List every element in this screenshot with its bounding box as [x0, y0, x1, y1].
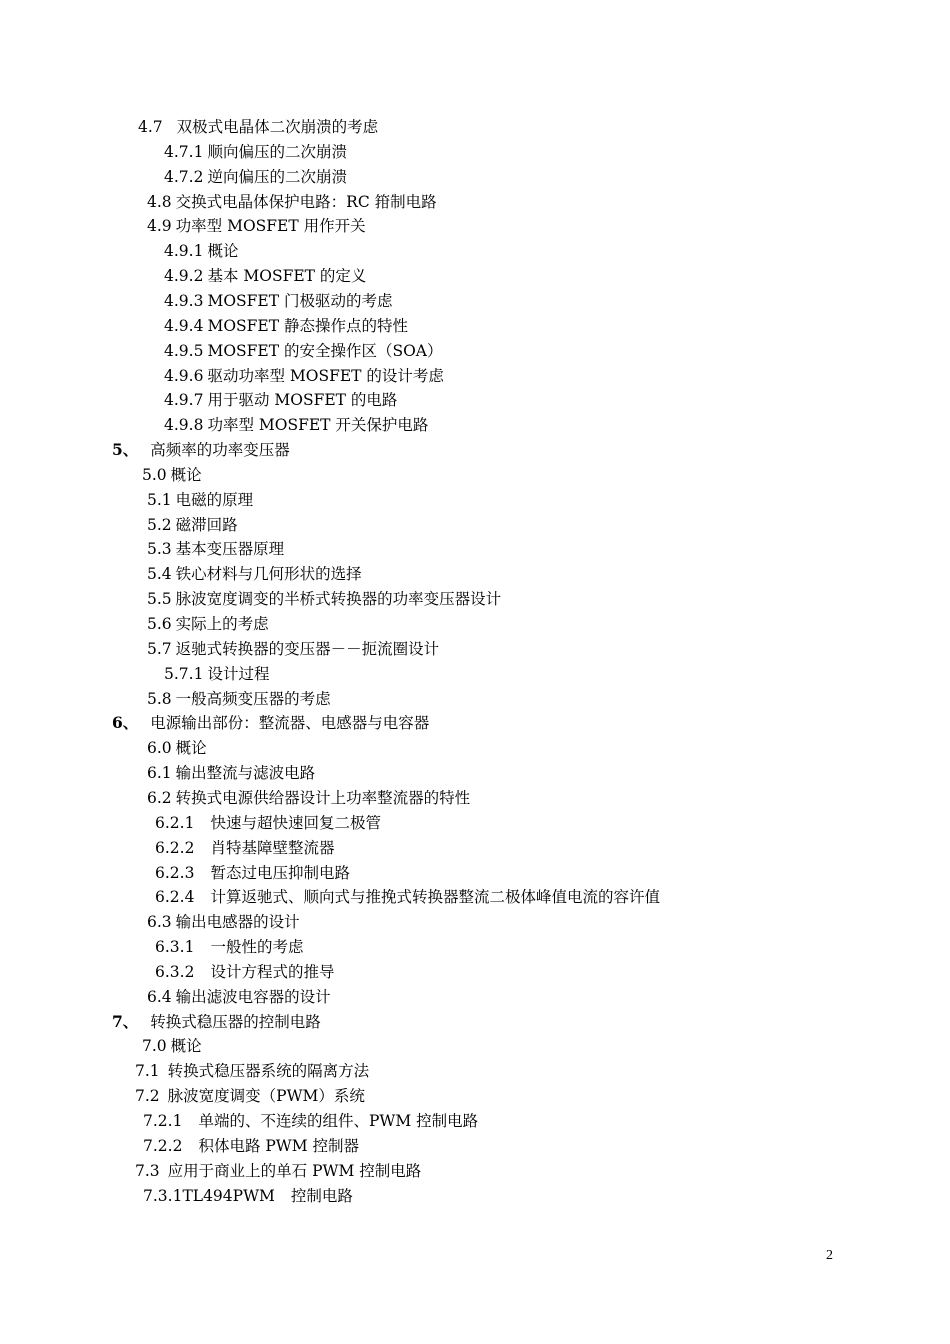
toc-entry-title: 转换式电源供给器设计上功率整流器的特性 — [175, 788, 471, 807]
toc-entry — [135, 1159, 421, 1184]
toc-entry — [155, 811, 381, 836]
toc-entry — [147, 786, 470, 811]
toc-entry — [155, 885, 660, 910]
toc-entry-title: 设计方程式的推导 — [210, 962, 335, 981]
toc-entry — [164, 388, 397, 413]
toc-entry-title: 高频率的功率变压器 — [150, 441, 290, 460]
toc-entry — [147, 985, 331, 1010]
toc-entry — [147, 761, 315, 786]
toc-entry-title: 单端的、不连续的组件、PWM 控制电路 — [198, 1112, 479, 1130]
toc-entry — [138, 115, 378, 140]
toc-entry-number: 7.2.2 — [143, 1136, 183, 1155]
toc-entry-title: 功率型 MOSFET 开关保护电路 — [207, 416, 429, 435]
toc-entry-title: 铁心材料与几何形状的选择 — [175, 565, 362, 584]
toc-entry — [135, 1059, 369, 1084]
toc-entry-number: 6.3.2 — [155, 962, 195, 981]
toc-entry — [143, 1109, 478, 1134]
toc-entry — [135, 1084, 365, 1109]
toc-entry — [164, 289, 393, 314]
toc-entry-number: 4.9 — [147, 217, 172, 236]
toc-entry-number: 5.2 — [147, 515, 172, 534]
toc-entry-title: 一般高频变压器的考虑 — [175, 689, 331, 708]
toc-entry — [155, 935, 303, 960]
toc-entry-title: 逆向偏压的二次崩溃 — [207, 167, 347, 186]
toc-entry — [164, 339, 443, 364]
toc-entry-number: 7.0 — [142, 1037, 167, 1056]
toc-entry-number: 4.9.1 — [164, 242, 204, 261]
toc-entry-number: 4.7.1 — [164, 142, 204, 161]
toc-entry — [147, 562, 362, 587]
toc-entry-title: 返驰式转换器的变压器－－扼流圈设计 — [175, 639, 440, 658]
toc-entry-title: 快速与超快速回复二极管 — [210, 813, 381, 832]
toc-entry-number: 6.2.2 — [155, 838, 195, 857]
toc-entry-title: MOSFET 的安全操作区（SOA） — [207, 341, 443, 360]
toc-entry-title: MOSFET 静态操作点的特性 — [207, 316, 408, 335]
toc-entry — [147, 513, 238, 538]
toc-entry-title: 设计过程 — [207, 664, 270, 683]
toc-entry-title: 双极式电晶体二次崩溃的考虑 — [176, 118, 379, 136]
toc-entry-number: 7.3.1TL494PWM — [143, 1186, 275, 1205]
toc-entry — [112, 1010, 321, 1035]
toc-entry-number: 6.2.4 — [155, 888, 195, 907]
toc-entry-number: 5.4 — [147, 565, 172, 584]
toc-entry-title: 概论 — [170, 1037, 202, 1056]
toc-entry-number: 5.3 — [147, 540, 172, 559]
toc-entry-number: 7.1 — [135, 1062, 160, 1081]
toc-entry-title: 一般性的考虑 — [210, 938, 304, 957]
toc-entry-number: 5.0 — [142, 465, 167, 484]
page-number: 2 — [826, 1248, 833, 1263]
toc-entry — [147, 637, 439, 662]
toc-entry-title: 暂态过电压抑制电路 — [210, 863, 350, 882]
toc-entry — [155, 836, 334, 861]
toc-entry-title: 顺向偏压的二次崩溃 — [207, 142, 347, 161]
toc-entry-title: 基本 MOSFET 的定义 — [207, 267, 367, 286]
toc-entry-number: 6.0 — [147, 739, 172, 758]
toc-entry — [164, 264, 366, 289]
toc-entry — [147, 488, 253, 513]
toc-entry-title: 肖特基障壁整流器 — [210, 838, 335, 857]
toc-entry-number: 5.1 — [147, 490, 172, 509]
toc-entry — [147, 687, 331, 712]
toc-entry-number: 6.2.1 — [155, 813, 195, 832]
toc-entry-number: 4.9.2 — [164, 267, 204, 286]
toc-entry-title: 交换式电晶体保护电路：RC 箝制电路 — [175, 192, 437, 211]
toc-entry-title: 电源输出部份：整流器、电感器与电容器 — [150, 714, 430, 733]
toc-entry — [112, 438, 290, 463]
toc-entry-number: 5.7 — [147, 639, 172, 658]
toc-entry — [164, 413, 428, 438]
toc-entry-number: 6.2 — [147, 788, 172, 807]
toc-entry-number: 4.8 — [147, 192, 172, 211]
toc-entry — [164, 165, 347, 190]
toc-entry-title: 用于驱动 MOSFET 的电路 — [207, 391, 398, 410]
toc-entry-title: 积体电路 PWM 控制器 — [198, 1136, 360, 1155]
toc-entry-number: 4.9.6 — [164, 366, 204, 385]
toc-entry-number: 6.3.1 — [155, 938, 195, 957]
toc-entry-number: 5.6 — [147, 615, 172, 633]
toc-entry — [147, 537, 284, 562]
toc-entry — [164, 140, 347, 165]
toc-entry-number: 6.1 — [147, 764, 172, 783]
toc-entry-number: 4.9.8 — [164, 416, 204, 435]
toc-entry — [164, 662, 269, 687]
toc-entry-title: 功率型 MOSFET 用作开关 — [175, 217, 366, 236]
toc-entry-title: 计算返驰式、顺向式与推挽式转换器整流二极体峰值电流的容许值 — [210, 888, 660, 907]
toc-entry — [155, 960, 334, 985]
toc-entry-number: 7.3 — [135, 1161, 160, 1180]
toc-entry — [147, 910, 300, 935]
toc-entry-title: 脉波宽度调变的半桥式转换器的功率变压器设计 — [175, 590, 502, 609]
toc-entry — [155, 861, 350, 886]
toc-entry-number: 4.7.2 — [164, 167, 204, 186]
toc-entry-title: 概论 — [175, 739, 207, 758]
toc-entry — [164, 364, 444, 389]
toc-entry-title: 电磁的原理 — [175, 490, 254, 509]
toc-entry-number: 4.9.4 — [164, 316, 204, 335]
toc-entry — [164, 239, 238, 264]
toc-entry-title: 概论 — [207, 242, 239, 261]
toc-entry-number: 4.7 — [138, 118, 163, 136]
toc-entry-title: 基本变压器原理 — [175, 540, 285, 559]
toc-entry-number: 7.2 — [135, 1087, 160, 1106]
toc-entry — [142, 1034, 202, 1059]
toc-entry — [147, 587, 501, 612]
toc-entry-number: 7.2.1 — [143, 1112, 183, 1130]
toc-entry-number: 4.9.7 — [164, 391, 204, 410]
toc-entry-number: 6、 — [112, 713, 139, 733]
toc-entry — [147, 612, 269, 637]
toc-entry-title: 脉波宽度调变（PWM）系统 — [167, 1087, 365, 1106]
toc-entry-number: 5.7.1 — [164, 664, 204, 683]
toc-entry-title: 磁滞回路 — [175, 515, 238, 534]
toc-entry-number: 6.4 — [147, 987, 172, 1006]
toc-entry-title: 转换式稳压器的控制电路 — [150, 1012, 321, 1031]
toc-entry-title: 转换式稳压器系统的隔离方法 — [167, 1062, 370, 1081]
toc-entry — [143, 1134, 359, 1159]
toc-entry — [164, 314, 408, 339]
toc-entry-title: 概论 — [170, 465, 202, 484]
toc-entry-number: 6.3 — [147, 913, 172, 932]
toc-entry — [143, 1184, 353, 1209]
toc-entry-number: 7、 — [112, 1011, 139, 1031]
toc-entry-number: 5.5 — [147, 590, 172, 609]
toc-entry-number: 4.9.3 — [164, 291, 204, 310]
toc-entry — [147, 190, 437, 215]
toc-entry-title: 输出滤波电容器的设计 — [175, 987, 331, 1006]
toc-entry-number: 4.9.5 — [164, 341, 204, 360]
toc-entry-title: 实际上的考虑 — [175, 615, 269, 633]
toc-entry-title: 控制电路 — [290, 1186, 353, 1205]
toc-entry-title: 驱动功率型 MOSFET 的设计考虑 — [207, 366, 444, 385]
toc-entry — [147, 736, 207, 761]
toc-entry — [142, 463, 202, 488]
toc-entry-title: 应用于商业上的单石 PWM 控制电路 — [167, 1161, 422, 1180]
toc-entry-number: 5.8 — [147, 689, 172, 708]
toc-entry — [147, 214, 366, 239]
toc-entry-title: 输出电感器的设计 — [175, 913, 300, 932]
toc-entry — [112, 711, 429, 736]
toc-entry-title: MOSFET 门极驱动的考虑 — [207, 291, 393, 310]
toc-entry-number: 6.2.3 — [155, 863, 195, 882]
toc-entry-number: 5、 — [112, 440, 139, 460]
toc-entry-title: 输出整流与滤波电路 — [175, 764, 316, 783]
